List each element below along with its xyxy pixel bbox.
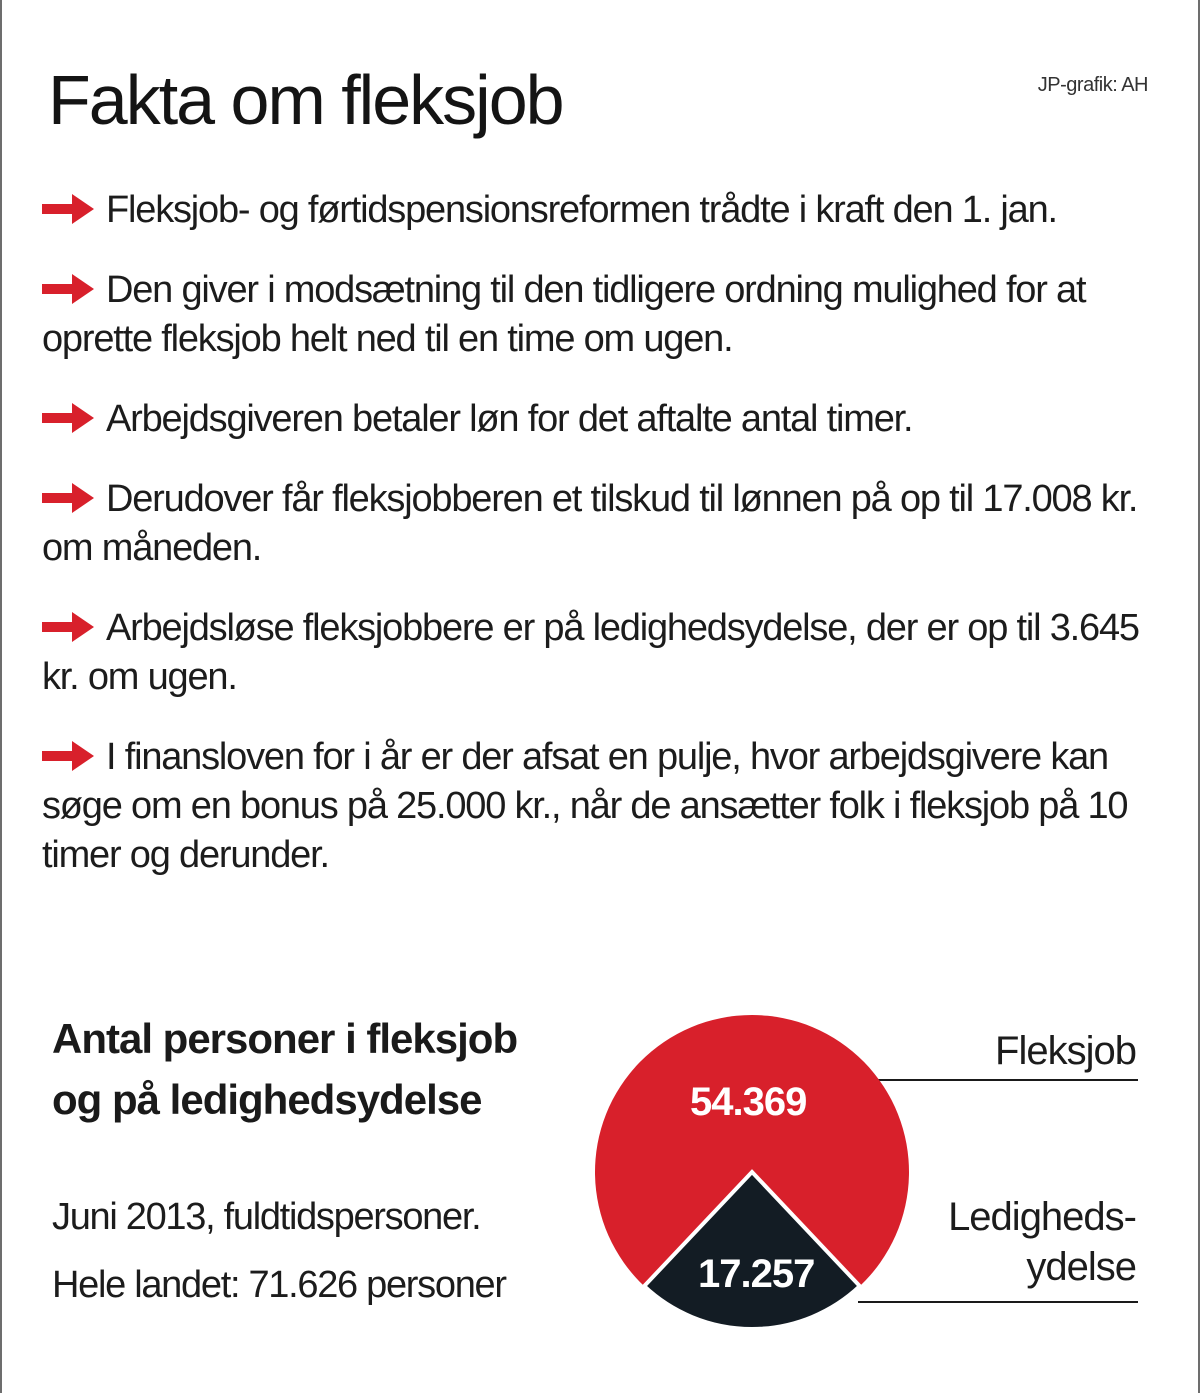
- chart-total: Hele landet: 71.626 personer: [52, 1264, 506, 1306]
- slice-value-ledighed: 17.257: [698, 1252, 815, 1296]
- legend-ledighed: [836, 1192, 1136, 1292]
- fact-text: Derudover får fleksjobberen et tilskud til lønnen på op til 17.008 kr. om måneden.: [42, 478, 1138, 569]
- graphic-credit: JP-grafik: AH: [1037, 74, 1148, 96]
- fact-text: I finansloven for i år er der afsat en pulje, hvor arbejdsgivere kan søge om en bonus på 25.000 kr., når de ansætter folk i fleksjob på 10 timer og derunder.: [42, 736, 1128, 876]
- fact-text: Fleksjob- og førtidspensionsreformen trådte i kraft den 1. jan.: [106, 189, 1057, 231]
- chart-subtitle: Juni 2013, fuldtidspersoner.: [52, 1196, 481, 1238]
- legend-ledighed-line2: ydelse: [1026, 1245, 1136, 1289]
- legend-fleksjob: Fleksjob: [995, 1029, 1136, 1073]
- slice-value-fleksjob: 54.369: [690, 1080, 807, 1124]
- fact-text: Arbejdsgiveren betaler løn for det aftalte antal timer.: [106, 398, 913, 440]
- fact-text: Arbejdsløse fleksjobbere er på ledighedsydelse, der er op til 3.645 kr. om ugen.: [42, 607, 1139, 698]
- fact-text: Den giver i modsætning til den tidligere ordning mulighed for at oprette fleksjob helt ned til en time om ugen.: [42, 269, 1086, 360]
- page-title: Fakta om fleksjob: [48, 61, 563, 139]
- chart-title: Antal personer i fleksjob og på ledighedsydelse: [52, 1015, 518, 1123]
- legend-ledighed-line1: Ledigheds-: [948, 1195, 1136, 1239]
